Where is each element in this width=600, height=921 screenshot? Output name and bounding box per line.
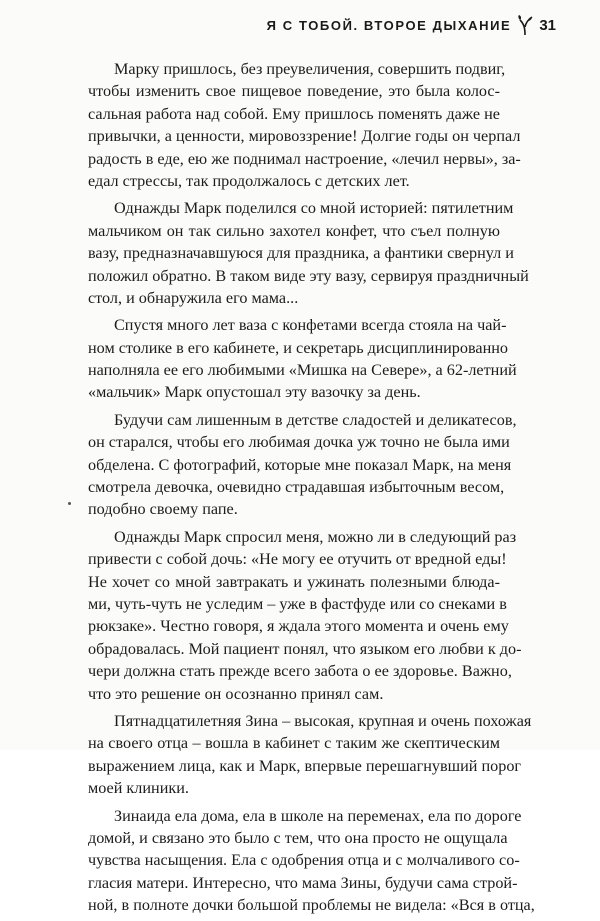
text-line: Пятнадцатилетняя Зина – высокая, крупная и очень похожая [114, 711, 532, 730]
text-line: он старался, чтобы его любимая дочка уж точно не была ими [88, 433, 510, 452]
running-header-title: Я С ТОБОЙ. ВТОРОЕ ДЫХАНИЕ [266, 17, 512, 33]
text-line: Спустя много лет ваза с конфетами всегда стояла на чай- [114, 316, 507, 335]
text-line: чери должна стать прежде всего забота о ее здоровье. Важно, [88, 662, 512, 681]
paragraph [88, 526, 522, 705]
paragraph [88, 710, 532, 800]
text-line: привести с собой дочь: «Не могу ее отучить от вредной еды! [88, 550, 507, 569]
text-line: моей клиники. [88, 779, 189, 798]
text-line: стол, и обнаружила его мама... [88, 288, 299, 307]
text-line: вазу, предназначавшуюся для праздника, а фантики свернул и [88, 244, 514, 263]
text-line: едал стрессы, так продолжалось с детских лет. [88, 171, 410, 190]
paragraph [88, 314, 517, 404]
paragraph [88, 58, 521, 192]
text-line: чтобы изменить свое пищевое поведение, это была колос- [88, 82, 500, 101]
text-line: на своего отца – вошла в кабинет с таким же скептическим [88, 734, 500, 753]
margin-dot [68, 502, 71, 505]
text-line: привычки, а ценности, мировоззрение! Долгие годы он черпал [88, 127, 521, 146]
text-line: рюкзаке». Честно говоря, я ждала этого момента и очень ему [88, 617, 509, 636]
text-line: радость в еде, ею же поднимал настроение, «лечил нервы», за- [88, 149, 521, 168]
text-line: выражением лица, как и Марк, впервые перешагнувший порог [88, 756, 522, 775]
text-line: мальчиком он так сильно захотел конфет, что съел полную [88, 221, 500, 240]
text-line: ной, в полноте дочки большой проблемы не видела: «Вся в отца, [88, 896, 535, 915]
text-line: ном столике в его кабинете, и секретарь дисциплинированно [88, 338, 509, 357]
body-text [88, 58, 535, 921]
text-line: обрадовалась. Мой пациент понял, что языком его любви к до- [88, 639, 522, 658]
running-header [267, 14, 556, 36]
text-line: наполняла ее его любимыми «Мишка на Севере», а 62-летний [88, 361, 517, 380]
paragraph [88, 197, 529, 309]
text-line: гласия матери. Интересно, что мама Зины, будучи сама строй- [88, 873, 518, 892]
text-line: смотрела девочка, очевидно страдавшая избыточным весом, [88, 478, 505, 497]
leaf-sprout-icon [517, 14, 533, 36]
text-line: чувства насыщения. Ела с одобрения отца и с молчаливого со- [88, 851, 520, 870]
text-line: сальная работа над собой. Ему пришлось поменять даже не [88, 104, 500, 123]
text-line: положил обратно. В таком виде эту вазу, сервируя праздничный [88, 266, 529, 285]
text-line: Не хочет со мной завтракать и ужинать полезными блюда- [88, 572, 500, 591]
text-line: «мальчик» Марк опустошал эту вазочку за день. [88, 383, 421, 402]
text-line: домой, и связано это было с тем, что она просто не ощущала [88, 828, 508, 847]
paragraph [88, 805, 535, 917]
paragraph [88, 409, 517, 521]
text-line: Зинаида ела дома, ела в школе на переменах, ела по дороге [114, 806, 522, 825]
text-line: Однажды Марк спросил меня, можно ли в следующий раз [114, 527, 517, 546]
text-line: подобно своему папе. [88, 500, 238, 519]
text-line: Марку пришлось, без преувеличения, совершить подвиг, [114, 60, 506, 78]
text-line: Однажды Марк поделился со мной историей: пятилетним [114, 199, 514, 218]
text-line: Будучи сам лишенным в детстве сладостей и деликатесов, [114, 410, 517, 429]
text-line: ми, чуть-чуть не уследим – уже в фастфуде или со снеками в [88, 594, 507, 613]
page-number: 31 [539, 16, 556, 34]
text-line: что это решение он осознанно принял сам. [88, 684, 384, 703]
text-line: обделена. С фотографий, которые мне показал Марк, на меня [88, 455, 512, 474]
